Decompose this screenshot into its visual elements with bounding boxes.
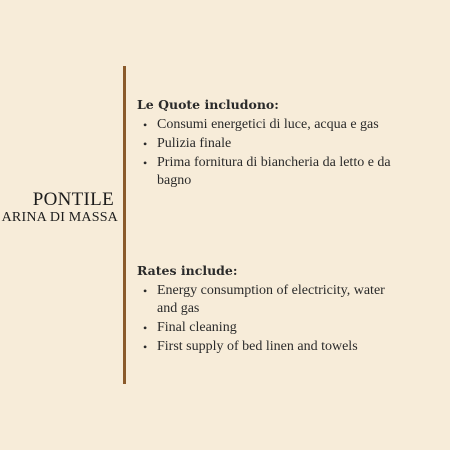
- brand-subtitle: ARINA DI MASSA: [1, 210, 118, 225]
- brand-block: [0, 190, 120, 225]
- list-item-text: Final cleaning: [157, 320, 237, 335]
- list-item: [137, 338, 397, 356]
- list-item: [137, 135, 397, 153]
- italian-rates-section: [137, 96, 437, 191]
- bullet-icon: •: [143, 340, 148, 354]
- bullet-icon: •: [143, 137, 148, 151]
- italian-heading: Le Quote includono:: [137, 97, 279, 112]
- vertical-divider: [123, 66, 126, 384]
- list-item-text: Energy consumption of electricity, water and gas: [157, 283, 385, 316]
- list-item: [137, 116, 397, 134]
- list-item-text: Consumi energetici di luce, acqua e gas: [157, 117, 379, 132]
- list-item-text: First supply of bed linen and towels: [157, 339, 358, 354]
- list-item: [137, 319, 397, 337]
- list-item: [137, 154, 397, 190]
- list-item: [137, 282, 397, 318]
- bullet-icon: •: [143, 118, 148, 132]
- brand-title: PONTILE: [32, 189, 114, 210]
- bullet-icon: •: [143, 284, 148, 298]
- english-rates-section: [137, 262, 437, 357]
- bullet-icon: •: [143, 321, 148, 335]
- bullet-icon: •: [143, 156, 148, 170]
- english-heading: Rates include:: [137, 263, 238, 278]
- english-list: [137, 282, 437, 356]
- list-item-text: Pulizia finale: [157, 136, 232, 151]
- italian-list: [137, 116, 437, 190]
- list-item-text: Prima fornitura di biancheria da letto e da bagno: [157, 155, 391, 188]
